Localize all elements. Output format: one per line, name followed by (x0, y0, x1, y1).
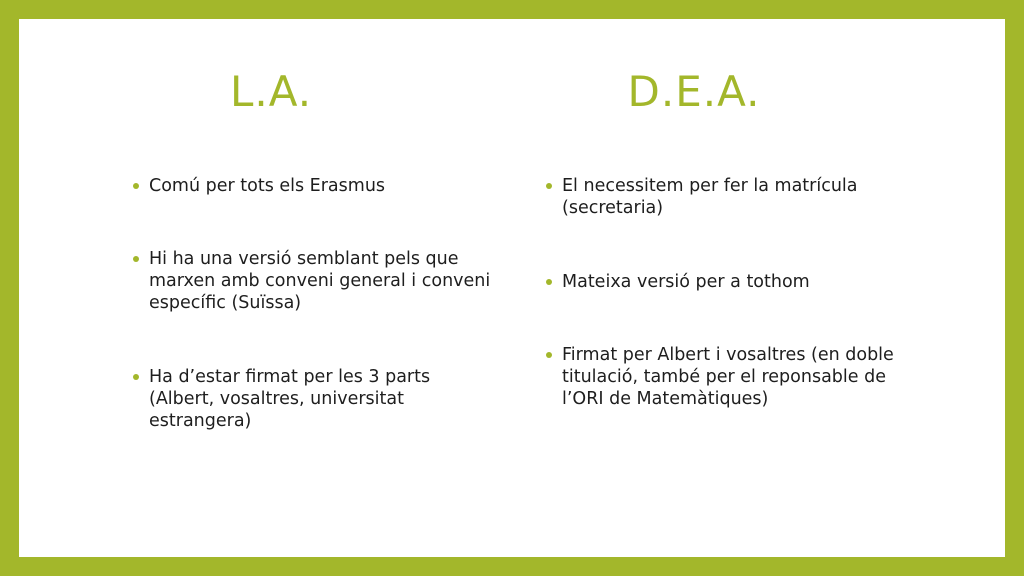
slide (19, 19, 1005, 557)
list-item (544, 271, 924, 293)
right-column (544, 19, 924, 557)
list-item-text: El necessitem per fer la matrícula (secretaria) (562, 176, 858, 218)
right-column-title: D.E.A. (627, 67, 761, 116)
list-item (544, 175, 924, 219)
bullet-icon (546, 183, 552, 189)
list-item (131, 366, 491, 432)
bullet-icon (133, 183, 139, 189)
list-item-text: Ha d’estar firmat per les 3 parts (Albert, vosaltres, universitat estrangera) (149, 367, 431, 431)
list-item (544, 344, 924, 410)
list-item (131, 175, 491, 197)
left-column (131, 19, 491, 557)
list-item-text: Firmat per Albert i vosaltres (en doble titulació, també per el reponsable de l’ORI de Matemàtiques) (562, 345, 894, 409)
right-bullet-list (544, 175, 924, 410)
list-item-text: Mateixa versió per a tothom (562, 272, 810, 292)
list-item-text: Comú per tots els Erasmus (149, 176, 386, 196)
bullet-icon (133, 256, 139, 262)
bullet-icon (133, 374, 139, 380)
bullet-icon (546, 352, 552, 358)
list-item (131, 248, 491, 314)
bullet-icon (546, 279, 552, 285)
left-bullet-list (131, 175, 491, 432)
list-item-text: Hi ha una versió semblant pels que marxen amb conveni general i conveni específic (Suïssa) (149, 249, 491, 313)
left-column-title: L.A. (229, 67, 313, 116)
